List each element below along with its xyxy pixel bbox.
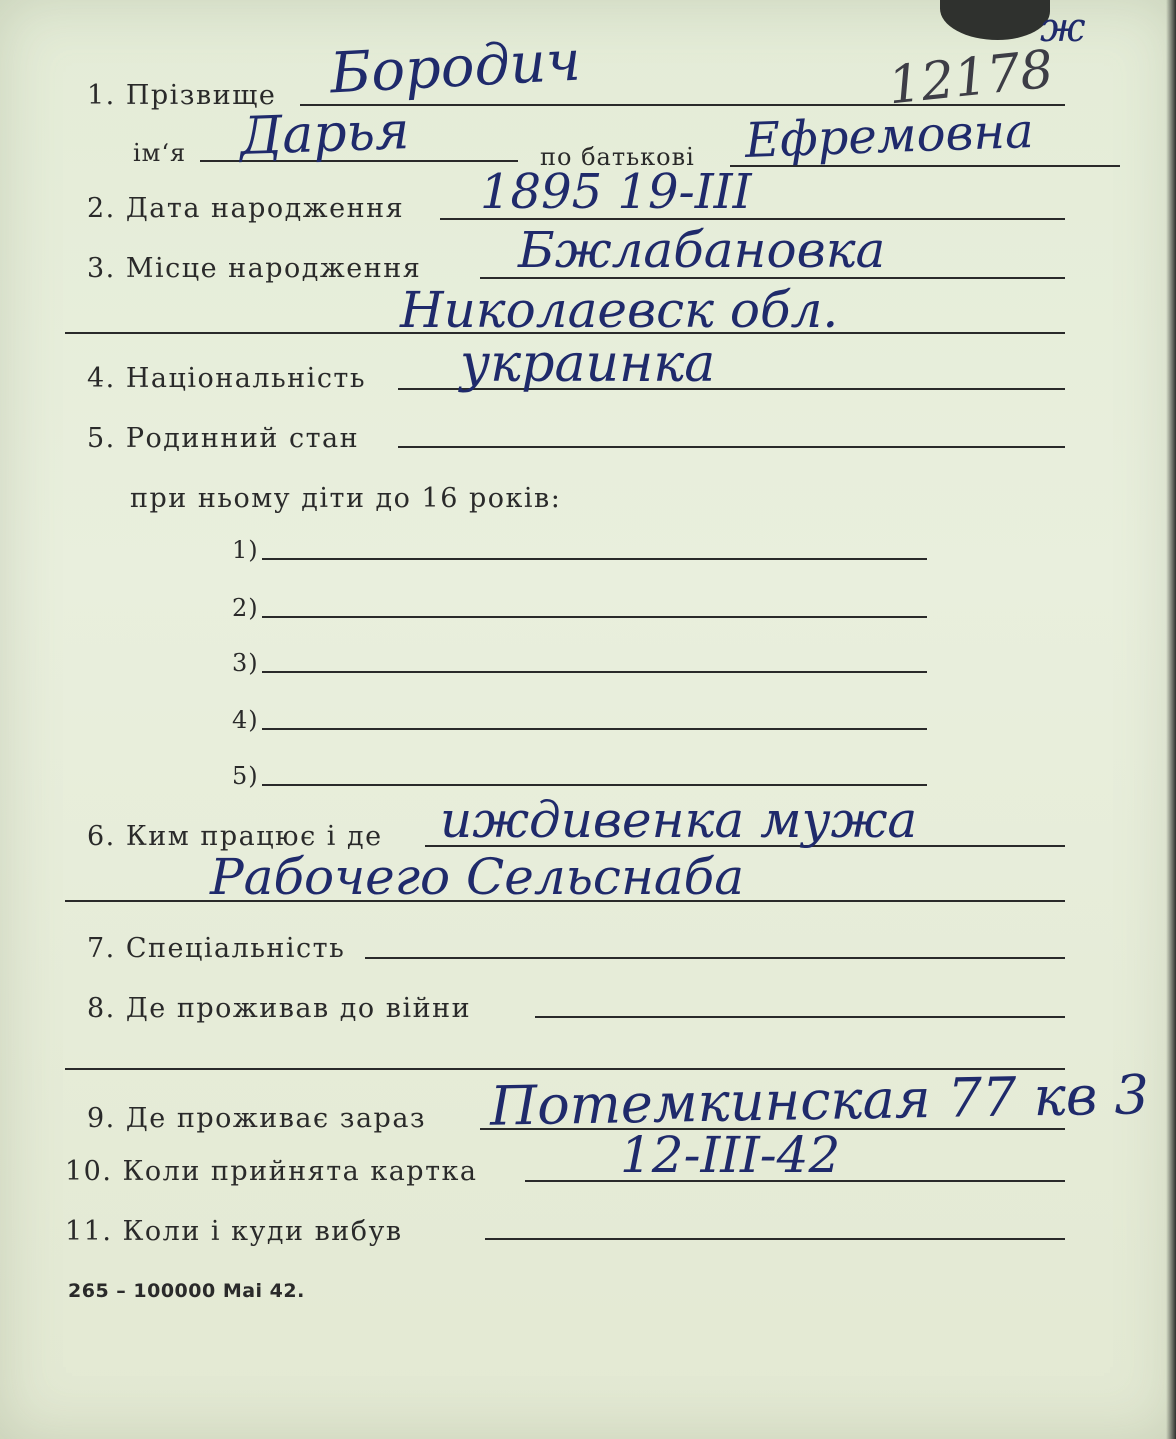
child-5-label: 5) [232,762,259,790]
children-label: при ньому діти до 16 років: [130,483,562,514]
prewar-residence-line [535,1016,1065,1018]
specialty-label: 7. Спеціальність [87,933,346,964]
birth-date-label: 2. Дата народження [87,193,405,224]
paper-edge [1166,0,1176,1439]
nationality-value: украинка [460,334,716,394]
print-run-footer: 265 – 100000 Mai 42. [68,1280,305,1302]
prewar-residence-label: 8. Де проживав до війни [87,993,472,1024]
torn-corner [940,0,1050,40]
child-4-label: 4) [232,706,259,734]
child-4-line [262,728,927,730]
first-name-value: Дарья [239,101,411,167]
birth-date-value: 1895 19-III [480,164,752,220]
marital-status-line [398,446,1065,448]
corner-mark: ж [1040,5,1086,51]
patronymic-value: Ефремовна [744,102,1035,170]
departed-label: 11. Коли і куди вибув [65,1216,403,1247]
departed-line [485,1238,1065,1240]
birth-place-label: 3. Місце народження [87,253,422,284]
nationality-label: 4. Національність [87,363,367,394]
specialty-line [365,957,1065,959]
child-1-label: 1) [232,536,259,564]
occupation-label: 6. Ким працює і де [87,821,383,852]
birth-place-value-line1: Бжлабановка [518,221,886,279]
child-2-line [262,616,927,618]
current-residence-value: Потемкинская 77 кв 3 [489,1063,1150,1138]
child-5-line [262,784,927,786]
child-1-line [262,558,927,560]
card-accepted-value: 12-III-42 [620,1126,841,1184]
card-accepted-label: 10. Коли прийнята картка [65,1156,478,1187]
birth-place-value-line2: Николаевск обл. [400,281,839,339]
card-number: 12178 [885,39,1057,117]
occupation-value-line1: иждивенка мужа [440,791,918,849]
surname-label: 1. Прізвище [87,80,277,111]
current-residence-label: 9. Де проживає зараз [87,1103,427,1134]
child-3-line [262,671,927,673]
child-3-label: 3) [232,649,259,677]
occupation-value-line2: Рабочего Сельснаба [210,848,745,906]
first-name-label: ім‘я [133,139,187,167]
child-2-label: 2) [232,594,259,622]
marital-status-label: 5. Родинний стан [87,423,360,454]
patronymic-label: по батькові [540,143,695,171]
surname-value: Бородич [328,28,583,107]
